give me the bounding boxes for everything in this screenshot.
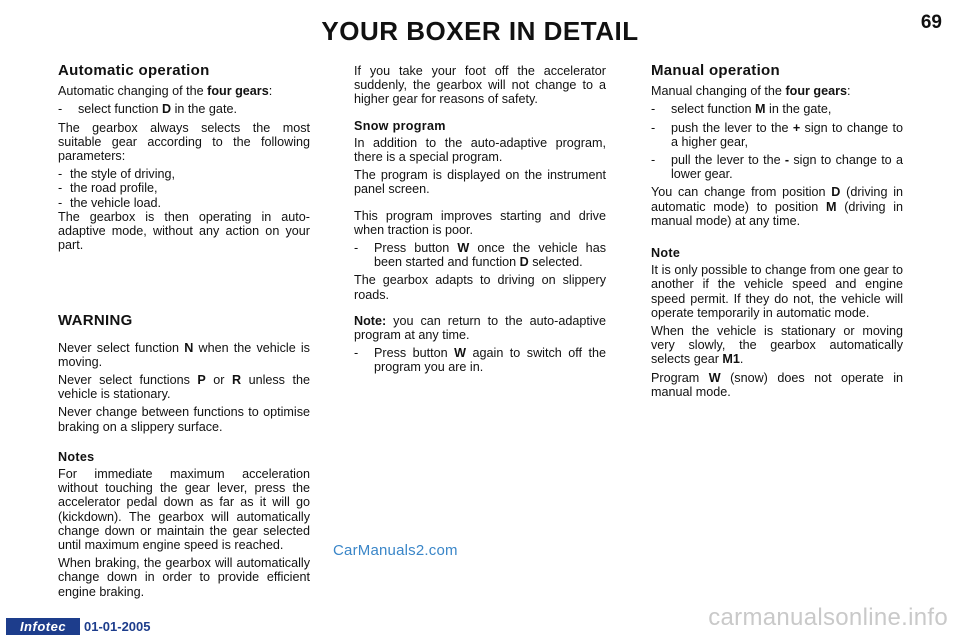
paragraph <box>651 185 903 228</box>
warning-heading: WARNING <box>58 312 133 330</box>
text: sign to change to a higher gear, <box>671 120 903 149</box>
dash-bullet: - <box>651 120 656 135</box>
text: when the vehicle is moving. <box>58 340 310 369</box>
warning-paragraph <box>58 373 310 401</box>
list-item <box>354 241 606 269</box>
dash-bullet: - <box>354 346 359 361</box>
automatic-operation-heading: Automatic operation <box>58 62 210 79</box>
dash-bullet: - <box>58 102 63 117</box>
text: sign to change to a lower gear. <box>671 153 903 182</box>
list-item <box>651 153 903 181</box>
snow-program-heading: Snow program <box>354 118 446 133</box>
footer-date: 01-01-2005 <box>84 619 151 634</box>
bold-text: D <box>519 255 529 270</box>
list-item <box>651 121 903 149</box>
bold-text: - <box>784 153 790 168</box>
bold-text: W <box>454 346 467 361</box>
list-item-text <box>671 102 903 116</box>
text: you can return to the auto-adaptive program at any time. <box>354 313 606 343</box>
bold-text: P <box>197 373 206 388</box>
text: again to switch off the program you are in. <box>374 346 606 375</box>
paragraph: The program is displayed on the instrument panel screen. <box>354 168 606 197</box>
list-item-text <box>671 153 903 181</box>
column-manual-operation <box>651 64 903 403</box>
list-item <box>651 102 903 116</box>
bold-text: N <box>184 340 194 355</box>
manual-intro <box>651 84 903 98</box>
text: push the lever to the <box>671 120 793 135</box>
text: . <box>739 352 744 367</box>
bold-text: four gears <box>207 84 269 99</box>
bold-text: M1 <box>722 352 740 367</box>
note-label: Note: <box>354 313 387 328</box>
text: or <box>205 373 232 388</box>
notes-heading: Notes <box>58 449 95 464</box>
bold-text: D <box>831 185 841 200</box>
text: When the vehicle is stationary or moving very slowly, the gearbox automatically selects gear <box>651 324 903 367</box>
text: unless the vehicle is stationary. <box>58 373 310 402</box>
dash-bullet: - <box>58 167 63 182</box>
list-item <box>58 102 310 116</box>
list-item <box>58 167 310 181</box>
bold-text: W <box>708 370 721 385</box>
paragraph: If you take your foot off the accelerator suddenly, the gearbox will not change to a higher gear for reasons of safety. <box>354 64 606 107</box>
text: (driving in automatic mode) to position <box>651 185 904 214</box>
infotec-logo: Infotec <box>6 618 80 635</box>
bold-text: R <box>231 373 242 388</box>
paragraph <box>651 324 903 367</box>
list-item <box>58 196 310 210</box>
text: select function <box>671 102 756 117</box>
bold-text: M <box>826 199 837 214</box>
footer <box>6 618 151 635</box>
bold-text: + <box>792 120 801 135</box>
list-item-text: the vehicle load. <box>70 195 162 210</box>
paragraph: The gearbox always selects the most suitable gear according to the following parameters: <box>58 120 310 164</box>
text: Never select functions <box>58 373 198 388</box>
list-item-text <box>374 346 606 374</box>
dash-bullet: - <box>58 195 63 210</box>
text: (snow) does not operate in manual mode. <box>651 370 903 399</box>
column-snow-program <box>354 64 606 379</box>
bold-text: four gears <box>785 84 848 99</box>
paragraph: This program improves starting and drive when traction is poor. <box>354 208 606 237</box>
automatic-intro <box>58 84 310 98</box>
list-item-text <box>671 121 903 149</box>
paragraph: In addition to the auto-adaptive program, there is a special program. <box>354 135 606 165</box>
paragraph: The gearbox adapts to driving on slippery roads. <box>354 273 606 302</box>
bold-text: D <box>162 102 172 117</box>
note-heading: Note <box>651 246 681 261</box>
bold-text: M <box>755 102 766 117</box>
list-item-text: the style of driving, <box>70 167 175 182</box>
text: select function <box>78 102 163 117</box>
list-item-text <box>78 102 310 116</box>
watermark-link[interactable]: CarManuals2.com <box>333 542 458 559</box>
text: Press button <box>374 346 455 361</box>
text: pull the lever to the <box>671 153 785 168</box>
dash-bullet: - <box>651 153 656 168</box>
text: in the gate, <box>765 102 832 117</box>
paragraph: When braking, the gearbox will automatically change down in order to provide efficient engine braking. <box>58 556 310 599</box>
text: Press button <box>374 241 458 256</box>
dash-bullet: - <box>651 102 656 117</box>
column-automatic-operation <box>58 64 310 603</box>
dash-bullet: - <box>58 181 63 196</box>
paragraph: For immediate maximum acceleration without touching the gear lever, press the accelerator pedal down as far as it will go (kickdown). The gearbox will automatically change down or maintain the gear selected until maximum engine speed is reached. <box>58 467 310 553</box>
text: : <box>847 84 851 99</box>
text: : <box>268 84 273 99</box>
text: You can change from position <box>651 185 832 200</box>
list-item-text: the road profile, <box>70 181 158 196</box>
text: Automatic changing of the <box>58 84 208 99</box>
bold-text: W <box>457 241 470 256</box>
site-watermark: carmanualsonline.info <box>708 604 948 631</box>
text: Program <box>651 370 709 385</box>
page-title: YOUR BOXER IN DETAIL <box>321 16 639 46</box>
paragraph <box>651 371 903 399</box>
warning-paragraph: Never change between functions to optimise braking on a slippery surface. <box>58 405 310 434</box>
text: (driving in manual mode) at any time. <box>651 199 904 228</box>
page-number: 69 <box>920 12 942 33</box>
text: once the vehicle has been started and function <box>374 241 606 270</box>
paragraph: It is only possible to change from one gear to another if the vehicle speed and engine speed permit. If they do not, the vehicle will operate temporarily in automatic mode. <box>651 263 903 320</box>
list-item <box>58 181 310 195</box>
text: in the gate. <box>171 102 237 117</box>
text: Manual changing of the <box>651 84 786 99</box>
note-paragraph <box>354 314 606 342</box>
text: Never select function <box>58 340 185 355</box>
list-item-text <box>374 241 606 269</box>
warning-paragraph <box>58 341 310 369</box>
text: selected. <box>528 255 583 270</box>
dash-bullet: - <box>354 241 359 256</box>
manual-operation-heading: Manual operation <box>651 62 780 79</box>
list-item <box>354 346 606 374</box>
paragraph: The gearbox is then operating in auto-adaptive mode, without any action on your part. <box>58 209 310 253</box>
